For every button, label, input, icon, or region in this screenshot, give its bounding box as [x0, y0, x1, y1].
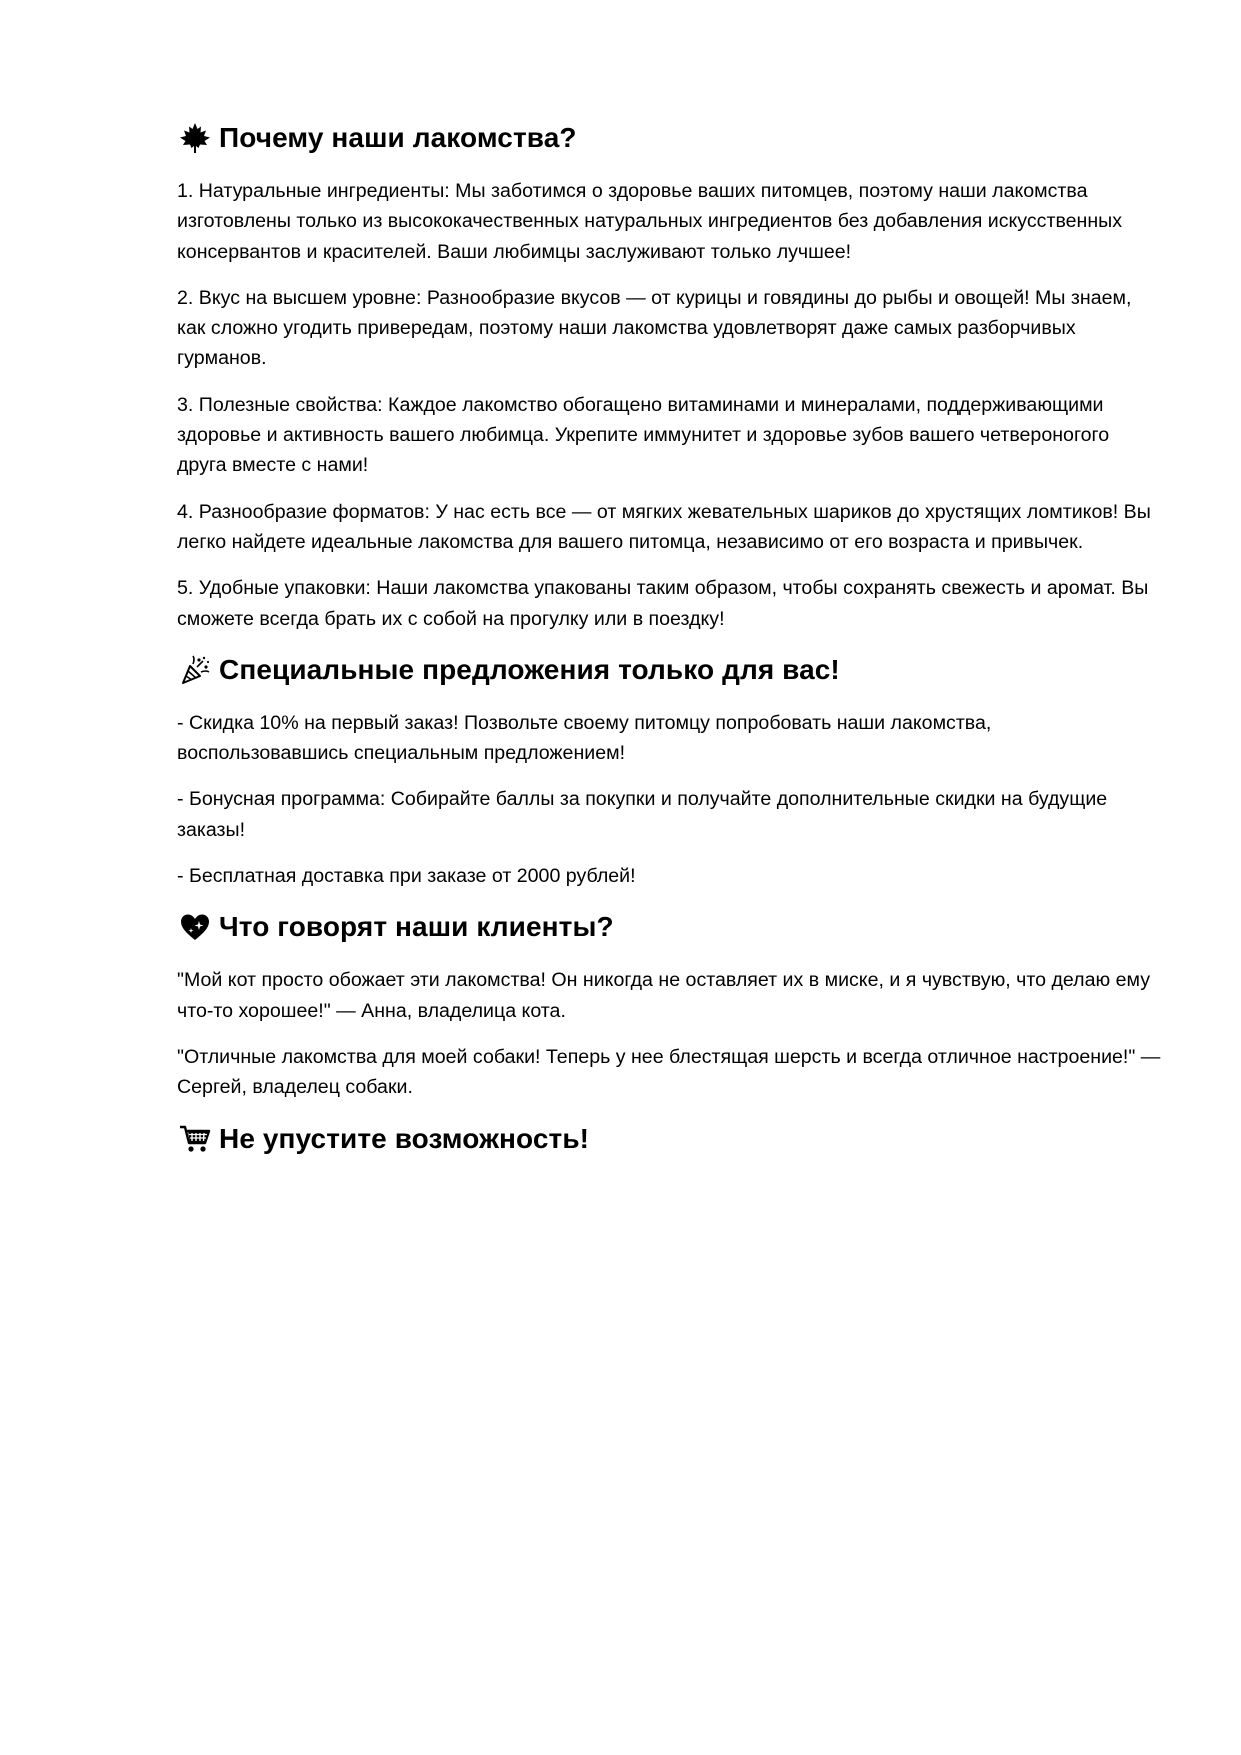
- paragraph: 1. Натуральные ингредиенты: Мы заботимся о здоровье ваших питомцев, поэтому наши лакомства изготовлены только из высококачественных натуральных ингредиентов без добавления искусственных консервантов и красителей. Ваши любимцы заслуживают только лучшее!: [177, 180, 1123, 263]
- section-title: Не упустите возможность!: [219, 1122, 590, 1154]
- shopping-cart-icon: [177, 1121, 213, 1157]
- sparkling-heart-icon: [177, 909, 213, 945]
- section-heading: [177, 907, 1162, 947]
- maple-leaf-icon: [177, 120, 213, 156]
- party-popper-icon: [177, 652, 213, 688]
- paragraph: 2. Вкус на высшем уровне: Разнообразие вкусов — от курицы и говядины до рыбы и овощей! Мы знаем, как сложно угодить привередам, поэтому наши лакомства удовлетворят даже самых разборчивых гурманов.: [177, 286, 1132, 370]
- paragraph: - Скидка 10% на первый заказ! Позвольте своему питомцу попробовать наши лакомства, воспользовавшись специальным предложением!: [177, 711, 992, 765]
- section-heading: [177, 650, 1162, 690]
- section-special-offers: [177, 650, 1162, 891]
- section-title: Что говорят наши клиенты?: [219, 911, 614, 943]
- section-call-to-action: [177, 1119, 1162, 1159]
- section-title: Почему наши лакомства?: [219, 122, 577, 153]
- paragraph: 4. Разнообразие форматов: У нас есть все — от мягких жевательных шариков до хрустящих ломтиков! Вы легко найдете идеальные лакомства для вашего питомца, независимо от его возраста и привычек.: [177, 500, 1151, 553]
- paragraph: - Бонусная программа: Собирайте баллы за покупки и получайте дополнительные скидки на будущие заказы!: [177, 788, 1108, 841]
- paragraph: - Бесплатная доставка при заказе от 2000 рублей!: [177, 865, 636, 888]
- testimonial: "Отличные лакомства для моей собаки! Теперь у нее блестящая шерсть и всегда отличное настроение!" — Сергей, владелец собаки.: [177, 1045, 1161, 1099]
- document-page: [177, 118, 1162, 1177]
- testimonial: "Мой кот просто обожает эти лакомства! Он никогда не оставляет их в миске, и я чувствую, что делаю ему что-то хорошее!" — Анна, владелица кота.: [177, 969, 1150, 1022]
- section-heading: [177, 1119, 1162, 1159]
- paragraph: 5. Удобные упаковки: Наши лакомства упакованы таким образом, чтобы сохранять свежесть и аромат. Вы сможете всегда брать их с собой на прогулку или в поездку!: [177, 577, 1149, 630]
- section-heading: [177, 118, 1162, 158]
- section-title: Специальные предложения только для вас!: [219, 653, 840, 685]
- paragraph: 3. Полезные свойства: Каждое лакомство обогащено витаминами и минералами, поддерживающими здоровье и активность вашего любимца. Укрепите иммунитет и здоровье зубов вашего четвероногого друга вместе с нами!: [177, 393, 1110, 477]
- section-customer-reviews: [177, 907, 1162, 1102]
- section-why-our-treats: [177, 118, 1162, 634]
